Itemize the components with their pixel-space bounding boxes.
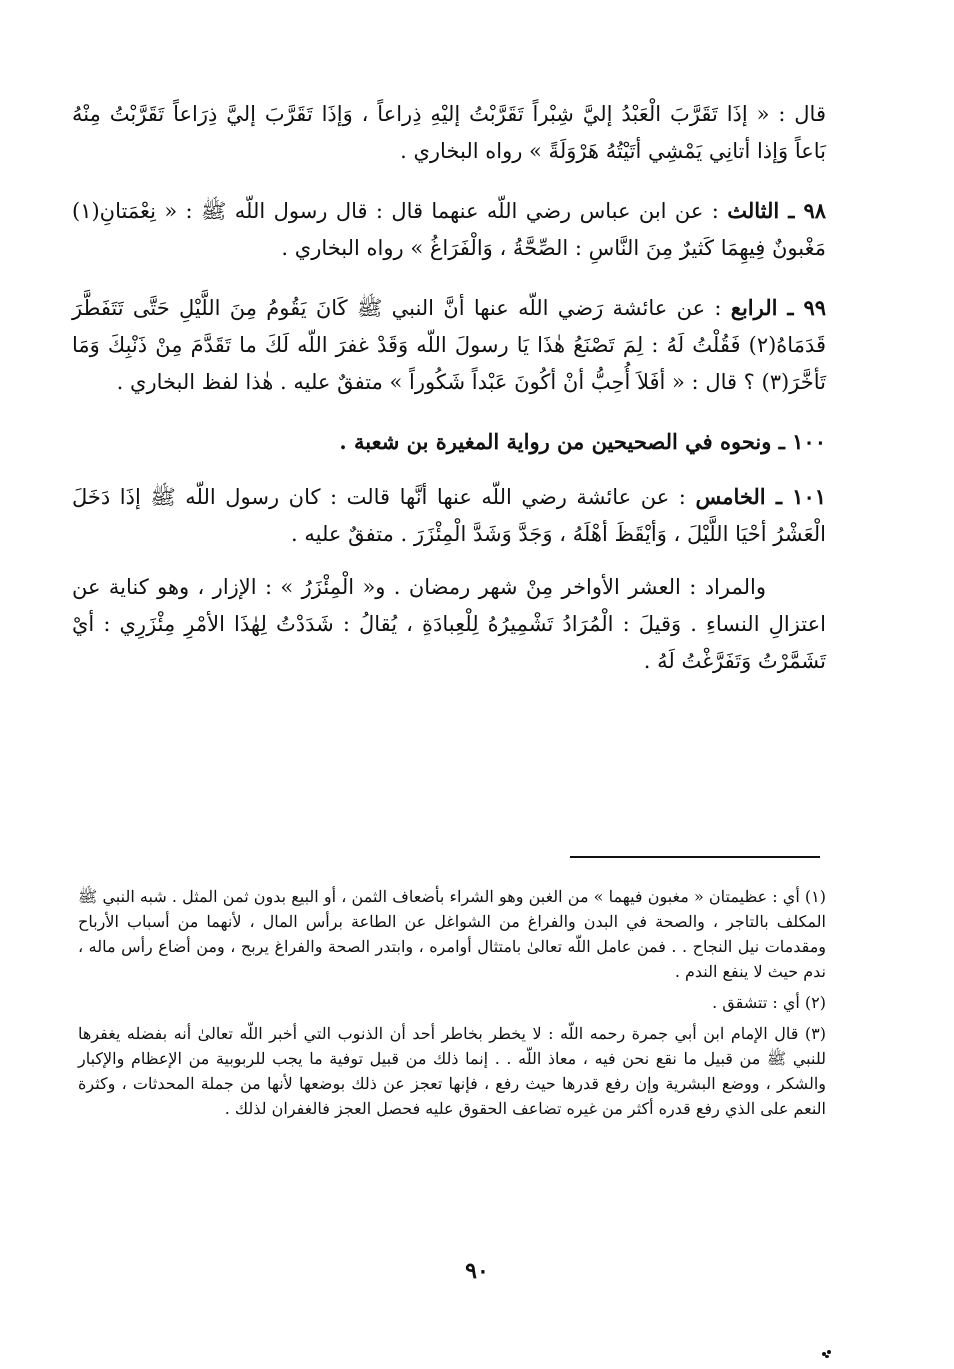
hadith-101-heading: ١٠١ ـ الخامس bbox=[695, 484, 827, 509]
footnote-3: (٣) قال الإمام ابن أبي جمرة رحمه اللّه : لا يخطر بخاطر أحد أن الذنوب التي أخبر اللّه تعالىٰ أنه بفضله يغفرها للنبي ﷺ من قبيل ما نقع نحن فيه ، معاذ اللّه . . إنما ذلك من قبيل توفية ما يجب للربوبية من الإعظام والإكبار والشكر ، ووضع البشرية وإن رفع قدرها حيث رفع ، فإنها تعجز عن ذلك بوضعها لأنها من جملة المحدثات ، وكثرة النعم على الذي رفع قدره أكثر من غيره تضاعف الحقوق عليه فحصل العجز فالغفران لذلك . bbox=[78, 1024, 827, 1118]
corner-mark-icon bbox=[822, 1348, 834, 1358]
hadith-98-text: : عن ابن عباس رضي اللّه عنهما قال : قال رسول اللّه ﷺ : « نِعْمَتانِ(١) مَغْبونٌ فِيهِمَا كَثيرٌ مِنَ النَّاسِ : الصِّحَّةُ ، وَالْفَرَاغُ » رواه البخاري . bbox=[72, 199, 826, 260]
main-text bbox=[72, 96, 826, 702]
footnotes bbox=[78, 884, 826, 1127]
paragraph-hadith-100: ١٠٠ ـ ونحوه في الصحيحين من رواية المغيرة بن شعبة . bbox=[339, 429, 826, 454]
paragraph-hadith-97-ending: قال : « إذَا تَقَرَّبَ الْعَبْدُ إليَّ شِبْراً تَقَرَّبْتُ إليْهِ ذِراعاً ، وَإذَا تَقَرَّبَ إليَّ ذِرَاعاً تَقَرَّبْتُ مِنْهُ بَاعاً وَإذا أتانِي يَمْشِي أتَيْتُهُ هَرْوَلَةً » رواه البخاري . bbox=[72, 102, 826, 163]
page-number: ٩٠ bbox=[465, 1258, 489, 1284]
footnote-2: (٢) أي : تتشقق . bbox=[712, 993, 826, 1012]
hadith-101-text: : عن عائشة رضي اللّه عنها أنَّها قالت : كان رسول اللّه ﷺ إذَا دَخَلَ الْعَشْرُ أحْيَا اللَّيْلَ ، وَأيْقَظَ أهْلَهُ ، وَجَدَّ وَشَدَّ الْمِئْزَرَ . متفقٌ عليه . bbox=[72, 485, 826, 546]
paragraph-hadith-101 bbox=[72, 478, 826, 553]
hadith-98-heading: ٩٨ ـ الثالث bbox=[727, 198, 827, 223]
hadith-99-text: : عن عائشة رَضي اللّه عنها أنَّ النبي ﷺ كَانَ يَقُومُ مِنَ اللَّيْلِ حَتَّى تَتَفَطَّرَ قَدَمَاهُ(٢) فَقُلْتُ لَهُ : لِمَ تَصْنَعُ هٰذَا يَا رسولَ اللّه وَقَدْ غفرَ اللّه لَكَ ما تَقَدَّمَ مِنْ ذَنْبِكَ وَمَا تَأخَّرَ(٣) ؟ قال : « أفَلاَ أُحِبُّ أنْ أكُونَ عَبْداً شَكُوراً » متفقٌ عليه . هٰذا لفظ البخاري . bbox=[72, 296, 826, 394]
paragraph-explanation: والمراد : العشر الأواخر مِنْ شهر رمضان . و« الْمِئْزَرُ » : الإزار ، وهو كناية عن اعتزالِ النساءِ . وَقيلَ : الْمُرَادُ تَشْمِيرُهُ لِلْعِبادَةِ ، يُقالُ : شَدَدْتُ لِهٰذَا الأمْرِ مِئْزَرِي : أيْ تَشَمَّرْتُ وَتَفَرَّغْتُ لَهُ . bbox=[72, 575, 826, 673]
hadith-99-heading: ٩٩ ـ الرابع bbox=[730, 295, 826, 320]
footnote-separator bbox=[570, 856, 820, 858]
paragraph-hadith-99 bbox=[72, 289, 826, 401]
footnote-1: (١) أي : عظيمتان « مغبون فيهما » من الغبن وهو الشراء بأضعاف الثمن ، أو البيع بدون ثمن المثل . شبه النبي ﷺ المكلف بالتاجر ، والصحة في البدن والفراغ من الشواغل عن الطاعة برأس المال ، لأنهما من أسباب الأرباح ومقدمات نيل النجاح . . فمن عامل اللّه تعالىٰ بامتثال أوامره ، وابتدر الصحة والفراغ يربح ، ومن أضاع رأس ماله ، ندم حيث لا ينفع الندم . bbox=[78, 887, 827, 981]
paragraph-hadith-98 bbox=[72, 192, 826, 267]
